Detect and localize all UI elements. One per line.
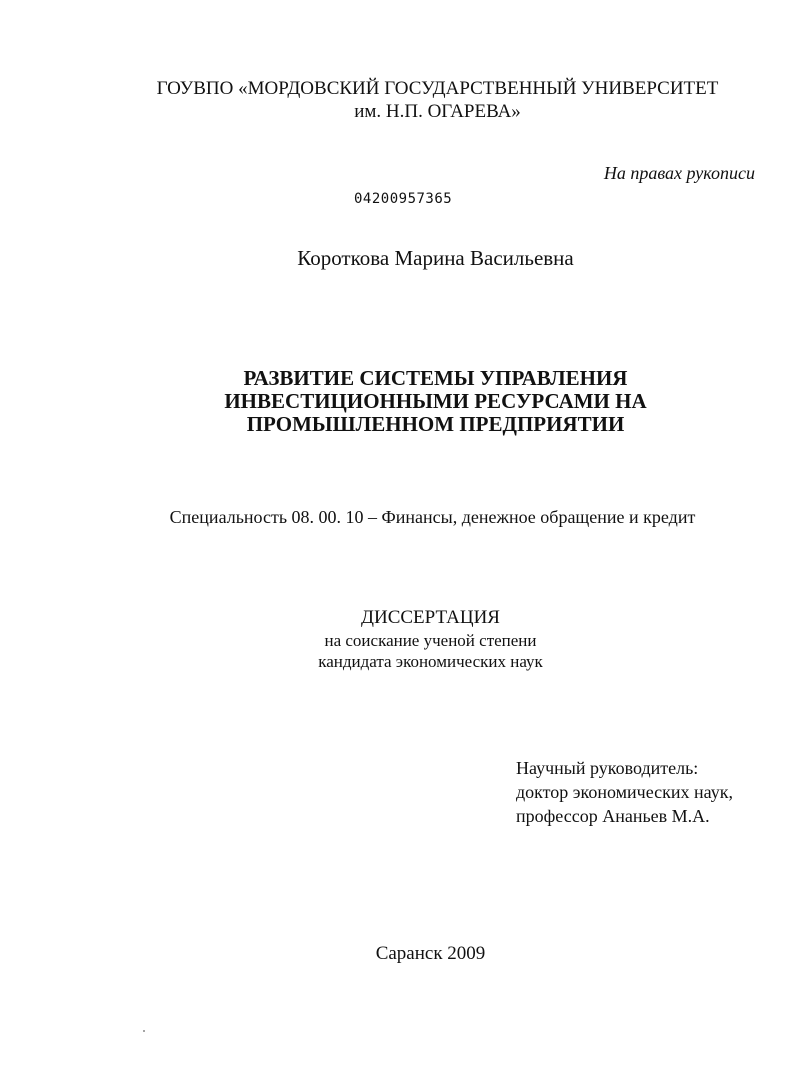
supervisor-name: профессор Ананьев М.А. [516, 806, 710, 826]
title-line-1: РАЗВИТИЕ СИСТЕМЫ УПРАВЛЕНИЯ [243, 366, 628, 390]
specialty: Специальность 08. 00. 10 – Финансы, денежное обращение и кредит [169, 507, 696, 527]
scan-speck [143, 1030, 145, 1032]
dissertation-line-1: на соискание ученой степени [324, 631, 537, 650]
supervisor-degree: доктор экономических наук, [516, 782, 733, 802]
title-line-3: ПРОМЫШЛЕННОМ ПРЕДПРИЯТИИ [246, 412, 625, 436]
catalog-code: 04200957365 [354, 191, 453, 207]
city-year: Саранск 2009 [375, 943, 486, 964]
rights-note: На правах рукописи [603, 163, 755, 183]
supervisor-label: Научный руководитель: [516, 758, 699, 778]
institution-line-2: им. Н.П. ОГАРЕВА» [354, 101, 521, 122]
title-line-2: ИНВЕСТИЦИОННЫМИ РЕСУРСАМИ НА [224, 389, 647, 413]
author-name: Короткова Марина Васильевна [297, 246, 574, 270]
institution-line-1: ГОУВПО «МОРДОВСКИЙ ГОСУДАРСТВЕННЫЙ УНИВЕРСИТЕТ [156, 78, 719, 99]
supervisor-block [516, 756, 733, 828]
dissertation-line-2: кандидата экономических наук [318, 652, 543, 671]
dissertation-heading: ДИССЕРТАЦИЯ [361, 607, 500, 628]
